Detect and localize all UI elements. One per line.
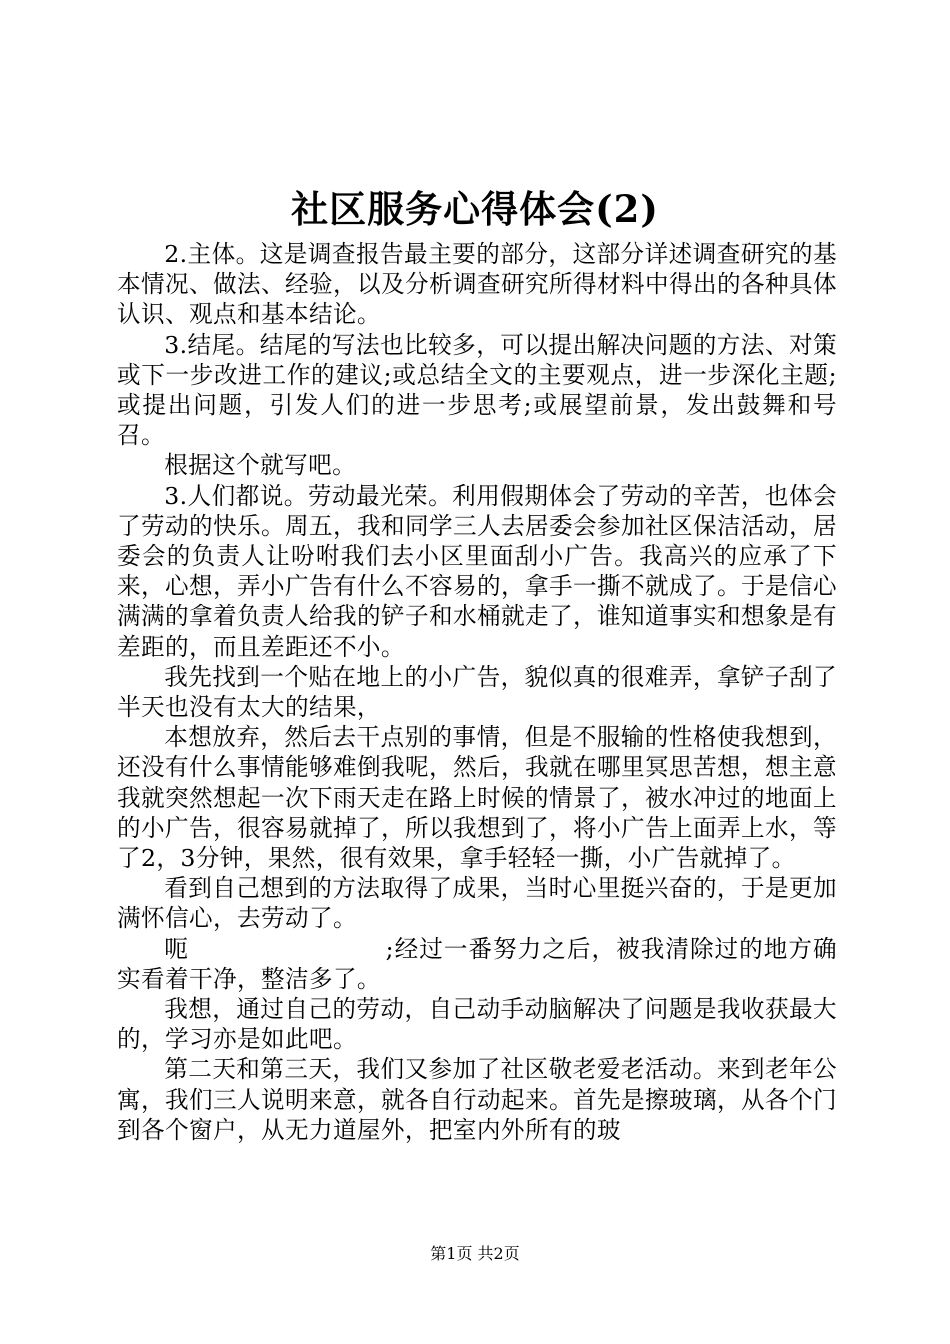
paragraph-main-body: 2.主体。这是调查报告最主要的部分，这部分详述调查研究的基本情况、做法、经验，以及分析调查研究所得材料中得出的各种具体认识、观点和基本结论。 (117, 240, 837, 329)
page-footer: 第1页 共2页 (430, 1244, 520, 1263)
document-body (117, 239, 837, 1145)
paragraph-reflection: 我想，通过自己的劳动，自己动手动脑解决了问题是我收获最大的，学习亦是如此吧。 (117, 995, 837, 1054)
paragraph-note: 根据这个就写吧。 (164, 451, 357, 480)
paragraph-result: 看到自己想到的方法取得了成果，当时心里挺兴奋的，于是更加满怀信心，去劳动了。 (117, 874, 837, 933)
paragraph-first-ad: 我先找到一个贴在地上的小广告，貌似真的很难弄，拿铲子刮了半天也没有太大的结果， (117, 662, 837, 722)
paragraph-ending: 3.结尾。结尾的写法也比较多，可以提出解决问题的方法、对策或下一步改进工作的建议;或总结全文的主要观点，进一步深化主题;或提出问题，引发人们的进一步思考;或展望前景，发出鼓舞和号召。 (117, 330, 837, 450)
document-title: 社区服务心得体会(2) (291, 187, 659, 231)
paragraph-idea: 本想放弃，然后去干点别的事情，但是不服输的性格使我想到，还没有什么事情能够难倒我呢，然后，我就在哪里冥思苦想，想主意我就突然想起一次下雨天走在路上时候的情景了，被水冲过的地面上的小广告，很容易就掉了，所以我想到了，将小广告上面弄上水，等了2，3分钟，果然，很有效果，拿手轻轻一撕，小广告就掉了。 (117, 723, 837, 873)
paragraph-elderly-care: 第二天和第三天，我们又参加了社区敬老爱老活动。来到老年公寓，我们三人说明来意，就各自行动起来。首先是擦玻璃，从各个门到各个窗户，从无力道屋外，把室内外所有的玻 (117, 1055, 837, 1144)
paragraph-labor-intro: 3.人们都说。劳动最光荣。利用假期体会了劳动的辛苦，也体会了劳动的快乐。周五，我和同学三人去居委会参加社区保洁活动，居委会的负责人让吩咐我们去小区里面刮小广告。我高兴的应承了下来，心想，弄小广告有什么不容易的，拿手一撕不就成了。于是信心满满的拿着负责人给我的铲子和水桶就走了，谁知道事实和想象是有差距的，而且差距还不小。 (117, 481, 837, 661)
paragraph-clean: 呃 ;经过一番努力之后，被我清除过的地方确实看着干净，整洁多了。 (117, 934, 837, 993)
